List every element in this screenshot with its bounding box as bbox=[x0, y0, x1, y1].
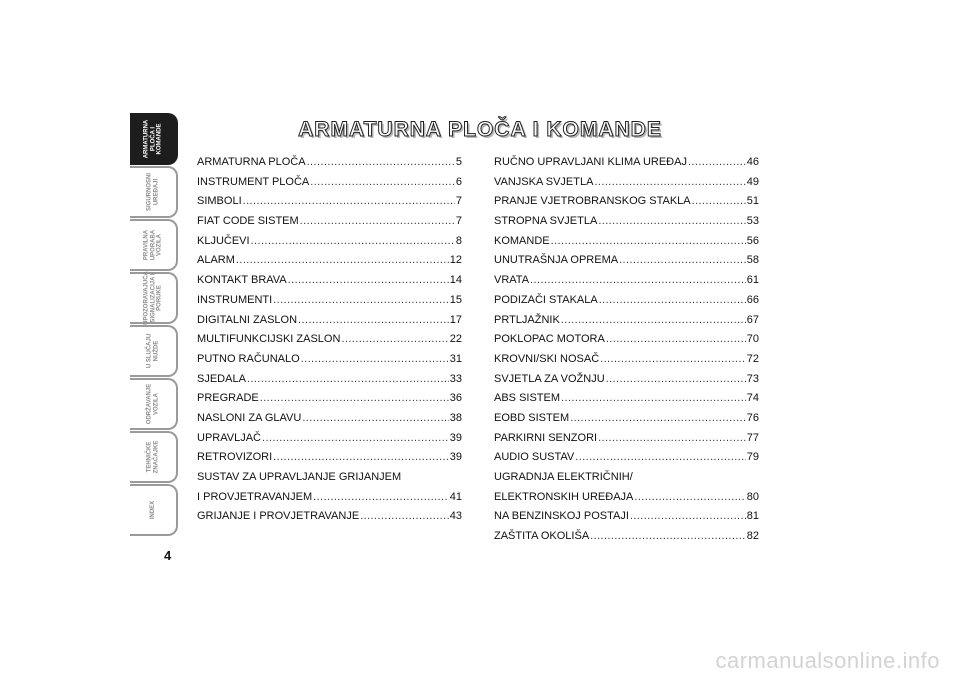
toc-dot-leader bbox=[243, 195, 455, 207]
chapter-tab-label bbox=[150, 501, 157, 519]
toc-entry-page: 39 bbox=[449, 451, 462, 464]
toc-entry-title: AUDIO SUSTAV bbox=[494, 451, 575, 464]
toc-dot-leader bbox=[590, 530, 746, 542]
toc-entry-page: 74 bbox=[746, 392, 759, 405]
toc-entry-page: 67 bbox=[746, 313, 759, 326]
toc-entry[interactable] bbox=[494, 471, 759, 491]
toc-entry[interactable] bbox=[197, 451, 462, 471]
toc-entry[interactable] bbox=[197, 432, 462, 452]
toc-entry-title: RETROVIZORI bbox=[197, 451, 273, 464]
toc-entry-title: ARMATURNA PLOČA bbox=[197, 156, 306, 168]
chapter-tab-label-line: PLOČA I bbox=[149, 126, 156, 152]
chapter-tab-label-line: VOZILA bbox=[156, 234, 163, 256]
toc-entry-title: PRTLJAŽNIK bbox=[494, 313, 560, 326]
toc-dot-leader bbox=[236, 254, 449, 266]
toc-dot-leader bbox=[606, 373, 746, 385]
toc-left-column bbox=[197, 156, 462, 530]
toc-entry-title: KLJUČEVI bbox=[197, 234, 250, 247]
toc-dot-leader bbox=[598, 432, 746, 444]
toc-entry-title: SUSTAV ZA UPRAVLJANJE GRIJANJEM bbox=[197, 471, 402, 483]
toc-entry-title: NASLONI ZA GLAVU bbox=[197, 411, 302, 424]
toc-entry-page: 22 bbox=[449, 333, 462, 346]
chapter-tab-7[interactable] bbox=[130, 431, 178, 483]
toc-entry[interactable] bbox=[197, 235, 462, 255]
toc-entry-page: 81 bbox=[746, 510, 759, 523]
toc-dot-leader bbox=[273, 294, 449, 306]
toc-entry-title: I PROVJETRAVANJEM bbox=[197, 490, 313, 503]
chapter-tab-label bbox=[143, 120, 163, 159]
chapter-tab-3[interactable] bbox=[130, 219, 178, 271]
toc-entry-page: 76 bbox=[746, 411, 759, 424]
toc-dot-leader bbox=[570, 412, 746, 424]
toc-dot-leader bbox=[634, 491, 745, 503]
toc-entry-page: 70 bbox=[746, 333, 759, 346]
toc-entry-page: 72 bbox=[746, 352, 759, 365]
chapter-tab-8[interactable] bbox=[130, 484, 178, 536]
toc-entry[interactable] bbox=[197, 274, 462, 294]
toc-dot-leader bbox=[530, 274, 746, 286]
toc-entry-title: KROVNI/SKI NOSAČ bbox=[494, 352, 600, 365]
toc-entry[interactable] bbox=[494, 451, 759, 471]
toc-entry-title: DIGITALNI ZASLON bbox=[197, 313, 298, 326]
toc-dot-leader bbox=[600, 353, 746, 365]
toc-dot-leader bbox=[262, 432, 449, 444]
chapter-tab-label-line: INDEX bbox=[149, 500, 156, 520]
toc-entry[interactable] bbox=[494, 215, 759, 235]
toc-entry-page: 5 bbox=[455, 156, 462, 168]
toc-entry-page: 43 bbox=[449, 510, 462, 523]
toc-entry[interactable] bbox=[494, 235, 759, 255]
toc-entry-title: GRIJANJE I PROVJETRAVANJE bbox=[197, 510, 360, 523]
toc-dot-leader bbox=[575, 451, 745, 463]
chapter-tab-label-line: PRAVILNA bbox=[143, 229, 150, 261]
watermark-text: carmanualsonline.info bbox=[715, 648, 940, 673]
toc-entry-page: 7 bbox=[455, 215, 462, 228]
toc-entry[interactable] bbox=[197, 373, 462, 393]
toc-dot-leader bbox=[561, 392, 746, 404]
toc-dot-leader bbox=[302, 412, 448, 424]
toc-entry-title: PREGRADE bbox=[197, 392, 259, 405]
toc-entry[interactable] bbox=[494, 176, 759, 196]
toc-entry[interactable] bbox=[494, 274, 759, 294]
toc-entry-title: PODIZAČI STAKALA bbox=[494, 293, 598, 306]
toc-entry-page: 61 bbox=[746, 274, 759, 287]
toc-entry-page: 53 bbox=[746, 215, 759, 228]
toc-dot-leader bbox=[341, 333, 448, 345]
toc-entry[interactable] bbox=[197, 333, 462, 353]
toc-right-column bbox=[494, 156, 759, 550]
toc-entry-title: KOMANDE bbox=[494, 234, 550, 247]
toc-entry-title: POKLOPAC MOTORA bbox=[494, 333, 605, 346]
toc-entry-title: PARKIRNI SENZORI bbox=[494, 431, 598, 444]
toc-dot-leader bbox=[301, 353, 449, 365]
toc-entry[interactable] bbox=[494, 294, 759, 314]
toc-entry-page: 49 bbox=[746, 175, 759, 188]
chapter-tab-label-line: U SLUČAJU bbox=[146, 333, 153, 369]
toc-entry-title: EOBD SISTEM bbox=[494, 411, 570, 424]
toc-entry-page: 51 bbox=[746, 195, 759, 208]
toc-dot-leader bbox=[300, 215, 455, 227]
toc-entry[interactable] bbox=[494, 254, 759, 274]
toc-entry-page: 77 bbox=[746, 431, 759, 444]
toc-entry-page: 14 bbox=[449, 274, 462, 287]
chapter-tab-label-line: ODRŽAVANJE bbox=[146, 383, 153, 425]
toc-entry-title: SJEDALA bbox=[197, 372, 246, 385]
toc-entry[interactable] bbox=[494, 392, 759, 412]
toc-entry-page: 58 bbox=[746, 254, 759, 267]
toc-entry-title: VRATA bbox=[494, 274, 530, 287]
toc-entry-title: SIMBOLI bbox=[197, 195, 242, 208]
toc-entry[interactable] bbox=[197, 412, 462, 432]
toc-dot-leader bbox=[251, 235, 455, 247]
page-number: 4 bbox=[164, 548, 172, 563]
toc-entry-title: ABS SISTEM bbox=[494, 392, 561, 405]
chapter-tab-1[interactable] bbox=[130, 113, 178, 165]
toc-dot-leader bbox=[307, 156, 455, 168]
chapter-tab-label bbox=[147, 441, 160, 474]
chapter-tab-label bbox=[147, 334, 160, 368]
toc-entry[interactable] bbox=[197, 471, 462, 491]
chapter-tab-2[interactable] bbox=[130, 166, 178, 218]
chapter-tab-label-line: SIGNALIZACIJA I bbox=[149, 273, 156, 323]
toc-entry-title: STROPNA SVJETLA bbox=[494, 215, 598, 228]
chapter-tab-label bbox=[143, 230, 163, 260]
chapter-tab-label-line: VOZILA bbox=[153, 393, 159, 416]
toc-dot-leader bbox=[360, 510, 449, 522]
toc-dot-leader bbox=[619, 254, 746, 266]
toc-entry-page: 73 bbox=[746, 372, 759, 385]
toc-entry[interactable] bbox=[197, 491, 462, 511]
toc-entry-page: 79 bbox=[746, 451, 759, 464]
toc-entry[interactable] bbox=[197, 353, 462, 373]
toc-dot-leader bbox=[594, 176, 745, 188]
toc-entry-title: KONTAKT BRAVA bbox=[197, 274, 287, 287]
toc-entry[interactable] bbox=[197, 392, 462, 412]
toc-entry[interactable] bbox=[197, 254, 462, 274]
toc-entry[interactable] bbox=[494, 373, 759, 393]
toc-entry-page: 41 bbox=[449, 490, 462, 503]
chapter-tab-label-line: PORUKE bbox=[156, 285, 163, 311]
toc-entry-page: 36 bbox=[449, 392, 462, 405]
toc-entry-title: SVJETLA ZA VOŽNJU bbox=[494, 372, 605, 385]
toc-entry[interactable] bbox=[494, 333, 759, 353]
chapter-tab-label-line: UREĐAJI bbox=[153, 178, 159, 206]
toc-entry-page: 31 bbox=[449, 352, 462, 365]
chapter-tab-label-line: UPORABA bbox=[149, 229, 156, 261]
toc-dot-leader bbox=[298, 314, 449, 326]
chapter-tab-label-line: ARMATURNA bbox=[143, 119, 150, 159]
toc-entry[interactable] bbox=[197, 314, 462, 334]
toc-entry-page: 66 bbox=[746, 293, 759, 306]
chapter-tab-4[interactable] bbox=[130, 272, 178, 324]
toc-entry-title: PRANJE VJETROBRANSKOG STAKLA bbox=[494, 195, 691, 208]
chapter-tab-5[interactable] bbox=[130, 325, 178, 377]
chapter-tab-label-line: TEHNIČKE bbox=[146, 441, 153, 473]
toc-entry[interactable] bbox=[494, 530, 759, 550]
toc-entry-title: UNUTRAŠNJA OPREMA bbox=[494, 254, 619, 267]
toc-entry[interactable] bbox=[197, 156, 462, 176]
toc-entry-page: 38 bbox=[449, 411, 462, 424]
toc-entry-title: ELEKTRONSKIH UREĐAJA bbox=[494, 490, 634, 503]
toc-entry-title: ALARM bbox=[197, 254, 235, 267]
chapter-tab-label bbox=[143, 271, 163, 325]
toc-dot-leader bbox=[692, 195, 746, 207]
toc-entry[interactable] bbox=[494, 412, 759, 432]
toc-entry-title: UPRAVLJAČ bbox=[197, 431, 261, 444]
toc-entry[interactable] bbox=[197, 294, 462, 314]
toc-entry-title: INSTRUMENT PLOČA bbox=[197, 175, 310, 188]
toc-entry-page: 46 bbox=[746, 156, 759, 168]
toc-entry[interactable] bbox=[494, 353, 759, 373]
toc-dot-leader bbox=[551, 235, 746, 247]
toc-entry-page: 80 bbox=[746, 490, 759, 503]
toc-dot-leader bbox=[273, 451, 449, 463]
toc-dot-leader bbox=[260, 392, 449, 404]
toc-entry-title: PUTNO RAČUNALO bbox=[197, 352, 300, 365]
chapter-tab-label bbox=[147, 384, 160, 424]
toc-entry[interactable] bbox=[494, 432, 759, 452]
toc-dot-leader bbox=[598, 215, 745, 227]
chapter-tab-6[interactable] bbox=[130, 378, 178, 430]
toc-entry-title: INSTRUMENTI bbox=[197, 293, 273, 306]
chapter-tabs bbox=[130, 113, 180, 537]
toc-dot-leader bbox=[561, 314, 746, 326]
chapter-tab-label bbox=[147, 173, 160, 211]
toc-entry-page: 12 bbox=[449, 254, 462, 267]
toc-entry-title: UGRADNJA ELEKTRIČNIH/ bbox=[494, 471, 633, 483]
toc-entry-title: MULTIFUNKCIJSKI ZASLON bbox=[197, 333, 341, 346]
toc-entry-page: 15 bbox=[449, 293, 462, 306]
toc-entry[interactable] bbox=[197, 215, 462, 235]
toc-dot-leader bbox=[288, 274, 449, 286]
toc-entry[interactable] bbox=[494, 491, 759, 511]
toc-entry[interactable] bbox=[197, 510, 462, 530]
page-title: ARMATURNA PLOČA I KOMANDE bbox=[298, 118, 662, 141]
toc-entry-page: 56 bbox=[746, 234, 759, 247]
toc-dot-leader bbox=[630, 510, 746, 522]
toc-dot-leader bbox=[313, 491, 449, 503]
toc-entry-page: 6 bbox=[455, 175, 462, 188]
toc-entry[interactable] bbox=[494, 314, 759, 334]
toc-entry-page: 33 bbox=[449, 372, 462, 385]
toc-entry-title: VANJSKA SVJETLA bbox=[494, 175, 594, 188]
toc-entry[interactable] bbox=[494, 156, 759, 176]
toc-dot-leader bbox=[310, 176, 455, 188]
toc-entry-title: ZAŠTITA OKOLIŠA bbox=[494, 530, 590, 543]
toc-entry[interactable] bbox=[197, 176, 462, 196]
toc-entry-page: 17 bbox=[449, 313, 462, 326]
toc-entry[interactable] bbox=[494, 195, 759, 215]
toc-entry[interactable] bbox=[494, 510, 759, 530]
chapter-tab-label-line: NUŽDE bbox=[153, 340, 159, 362]
toc-dot-leader bbox=[599, 294, 746, 306]
toc-dot-leader bbox=[606, 333, 746, 345]
toc-entry-page: 8 bbox=[455, 234, 462, 247]
toc-dot-leader bbox=[688, 156, 746, 168]
toc-entry[interactable] bbox=[197, 195, 462, 215]
toc-entry-page: 39 bbox=[449, 431, 462, 444]
toc-entry-page: 7 bbox=[455, 195, 462, 208]
chapter-tab-label-line: SIGURNOSNI bbox=[146, 172, 153, 212]
chapter-tab-label-line: UPOZORAVAJUĆA bbox=[143, 271, 150, 325]
toc-entry-title: NA BENZINSKOJ POSTAJI bbox=[494, 510, 629, 523]
toc-entry-title: RUČNO UPRAVLJANI KLIMA UREĐAJ bbox=[494, 156, 687, 168]
chapter-tab-label-line: KOMANDE bbox=[156, 123, 163, 155]
toc-entry-page: 82 bbox=[746, 530, 759, 543]
toc-entry-title: FIAT CODE SISTEM bbox=[197, 215, 299, 228]
chapter-tab-label-line: ZNAČAJKE bbox=[153, 440, 159, 474]
toc-dot-leader bbox=[247, 373, 449, 385]
